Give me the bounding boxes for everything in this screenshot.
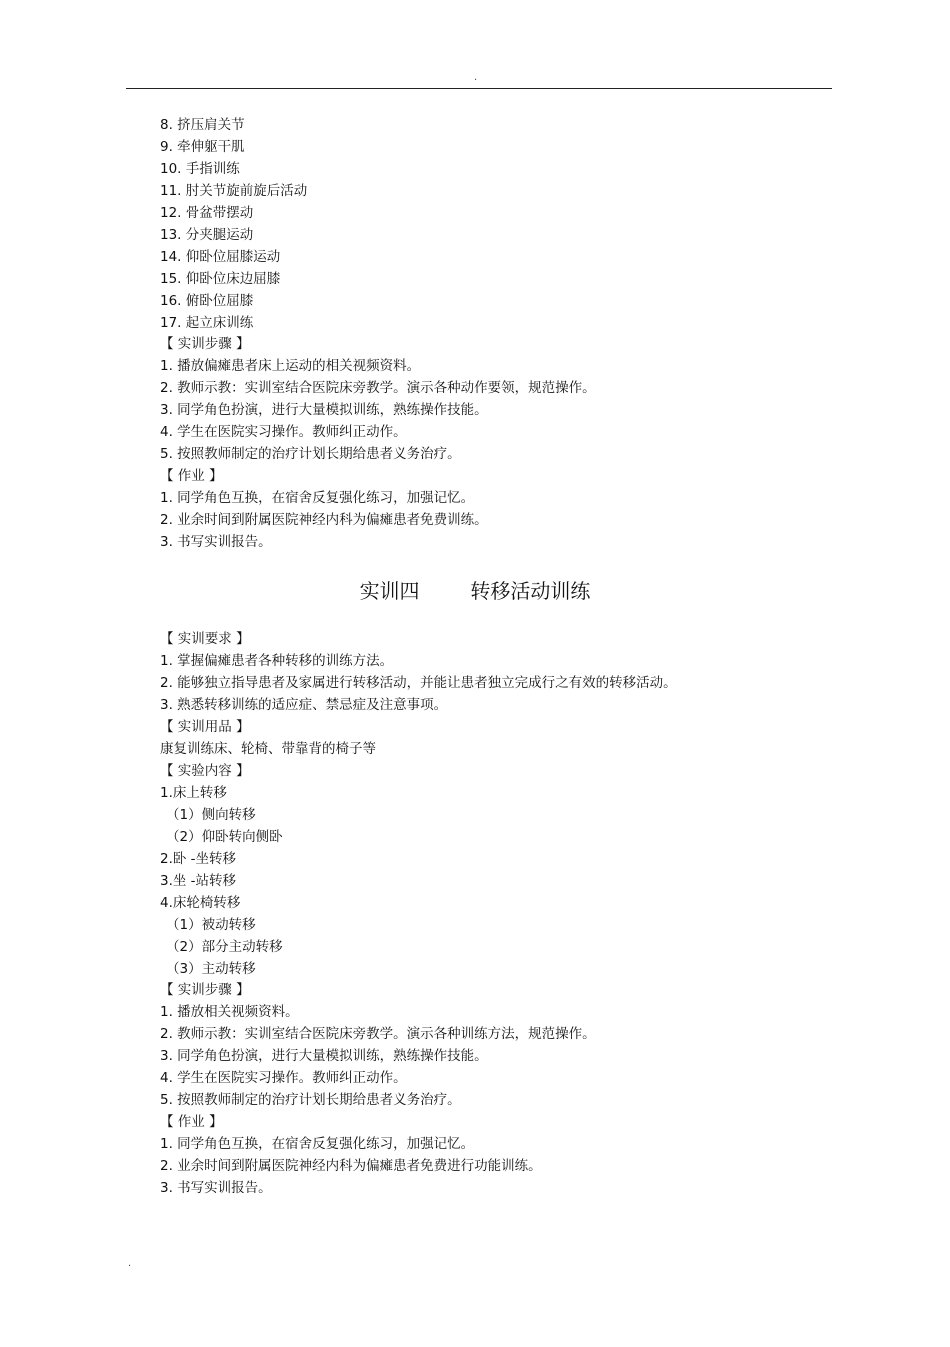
list-item: 4.床轮椅转移 <box>160 895 241 911</box>
list-item: 2. 教师示教：实训室结合医院床旁教学。演示各种动作要领，规范操作。 <box>160 380 596 396</box>
section-heading: 【 实训步骤 】 <box>160 982 250 998</box>
section-heading: 【 实训要求 】 <box>160 631 250 647</box>
list-item: 康复训练床、轮椅、带靠背的椅子等 <box>160 741 376 757</box>
list-item: 2. 业余时间到附属医院神经内科为偏瘫患者免费训练。 <box>160 512 488 528</box>
list-item: 9. 牵伸躯干肌 <box>160 139 245 155</box>
list-item: 5. 按照教师制定的治疗计划长期给患者义务治疗。 <box>160 446 461 462</box>
list-item: 2. 教师示教：实训室结合医院床旁教学。演示各种训练方法，规范操作。 <box>160 1026 596 1042</box>
section-heading: 【 实训用品 】 <box>160 719 250 735</box>
section-heading: 【 实验内容 】 <box>160 763 250 779</box>
list-item: 10. 手指训练 <box>160 161 240 177</box>
header-dot: . <box>474 72 478 83</box>
footer-dot: . <box>128 1258 132 1269</box>
list-item: 13. 分夹腿运动 <box>160 227 254 243</box>
list-item: 3. 同学角色扮演，进行大量模拟训练，熟练操作技能。 <box>160 402 488 418</box>
list-item: 12. 骨盆带摆动 <box>160 205 254 221</box>
list-item: 16. 俯卧位屈膝 <box>160 293 254 309</box>
list-item: 1. 同学角色互换，在宿舍反复强化练习，加强记忆。 <box>160 490 475 506</box>
list-item: 3.坐 -站转移 <box>160 873 237 889</box>
section-heading: 【 作业 】 <box>160 468 223 484</box>
list-item: 4. 学生在医院实习操作。教师纠正动作。 <box>160 1070 407 1086</box>
list-item: （3）主动转移 <box>166 961 256 977</box>
list-item: 4. 学生在医院实习操作。教师纠正动作。 <box>160 424 407 440</box>
list-item: 1.床上转移 <box>160 785 227 801</box>
list-item: 5. 按照教师制定的治疗计划长期给患者义务治疗。 <box>160 1092 461 1108</box>
section-heading: 【 实训步骤 】 <box>160 336 250 352</box>
list-item: 3. 同学角色扮演，进行大量模拟训练，熟练操作技能。 <box>160 1048 488 1064</box>
list-item: 2. 能够独立指导患者及家属进行转移活动，并能让患者独立完成行之有效的转移活动。 <box>160 675 677 691</box>
list-item: 1. 掌握偏瘫患者各种转移的训练方法。 <box>160 653 394 669</box>
section-heading: 【 作业 】 <box>160 1114 223 1130</box>
list-item: 11. 肘关节旋前旋后活动 <box>160 183 308 199</box>
list-item: 1. 播放相关视频资料。 <box>160 1004 299 1020</box>
list-item: （1）侧向转移 <box>166 807 256 823</box>
list-item: 2.卧 -坐转移 <box>160 851 237 867</box>
list-item: 8. 挤压肩关节 <box>160 117 245 133</box>
list-item: 3. 书写实训报告。 <box>160 534 272 550</box>
header-rule <box>126 88 832 89</box>
list-item: 1. 播放偏瘫患者床上运动的相关视频资料。 <box>160 358 421 374</box>
list-item: 14. 仰卧位屈膝运动 <box>160 249 281 265</box>
section-title: 实训四 转移活动训练 <box>359 579 591 603</box>
list-item: 15. 仰卧位床边屈膝 <box>160 271 281 287</box>
list-item: 1. 同学角色互换，在宿舍反复强化练习，加强记忆。 <box>160 1136 475 1152</box>
list-item: 3. 熟悉转移训练的适应症、禁忌症及注意事项。 <box>160 697 448 713</box>
list-item: （2）部分主动转移 <box>166 939 283 955</box>
list-item: （2）仰卧转向侧卧 <box>166 829 283 845</box>
list-item: 17. 起立床训练 <box>160 315 254 331</box>
list-item: 3. 书写实训报告。 <box>160 1180 272 1196</box>
list-item: （1）被动转移 <box>166 917 256 933</box>
list-item: 2. 业余时间到附属医院神经内科为偏瘫患者免费进行功能训练。 <box>160 1158 542 1174</box>
